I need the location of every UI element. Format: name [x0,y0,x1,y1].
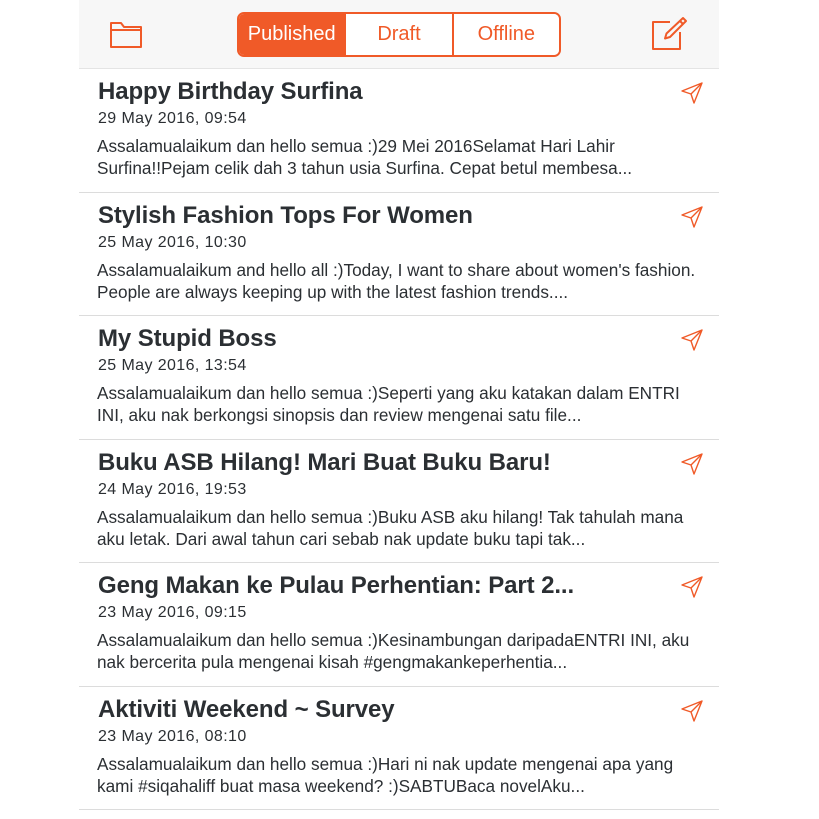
folder-button[interactable] [106,14,146,54]
post-date: 23 May 2016, 09:15 [98,604,247,621]
send-icon [681,453,703,475]
post-list [79,69,719,810]
post-excerpt: Assalamualaikum dan hello semua :)29 Mei 2016Selamat Hari Lahir Surfina!!Pejam celik dah 3 tahun usia Surfina. Cepat betul membesa... [97,136,633,178]
post-title: Aktiviti Weekend ~ Survey [98,695,395,723]
post-list-item[interactable] [79,563,719,687]
compose-icon [650,16,688,52]
post-title: My Stupid Boss [98,325,277,352]
status-segmented-control [237,12,561,57]
post-excerpt: Assalamualaikum dan hello semua :)Kesinambungan daripadaENTRI INI, aku nak bercerita pula mengenai kisah #gengmakankeperhentia... [97,630,690,672]
post-list-item[interactable] [79,687,719,811]
post-date: 25 May 2016, 13:54 [98,357,247,374]
send-icon [681,700,703,722]
send-button[interactable] [680,699,704,723]
post-excerpt: Assalamualaikum dan hello semua :)Hari ni nak update mengenai apa yang kami #siqahaliff buat masa weekend? :)SABTUBaca novelAku... [97,753,674,796]
send-icon [681,576,703,598]
post-excerpt: Assalamualaikum dan hello semua :)Buku ASB aku hilang! Tak tahulah mana aku letak. Dari awal tahun cari sebab nak update buku tapi tak... [97,506,684,549]
send-icon [681,329,703,351]
post-excerpt: Assalamualaikum and hello all :)Today, I want to share about women's fashion. People are always keeping up with the latest fashion trends.... [97,259,696,302]
send-button[interactable] [680,575,704,599]
post-date: 23 May 2016, 08:10 [98,727,247,745]
segment-draft[interactable]: Draft [344,14,451,55]
send-icon [681,206,703,228]
send-button[interactable] [680,205,704,229]
post-list-item[interactable] [79,69,719,193]
post-title: Happy Birthday Surfina [98,78,363,105]
segment-published[interactable]: Published [239,14,344,55]
post-list-item[interactable] [79,440,719,564]
compose-button[interactable] [649,14,689,54]
post-date: 24 May 2016, 19:53 [98,480,247,498]
send-button[interactable] [680,328,704,352]
post-list-item[interactable] [79,193,719,317]
post-title: Geng Makan ke Pulau Perhentian: Part 2... [98,572,575,599]
post-date: 25 May 2016, 10:30 [98,233,247,251]
send-button[interactable] [680,81,704,105]
post-list-item[interactable] [79,316,719,440]
post-excerpt: Assalamualaikum dan hello semua :)Seperti yang aku katakan dalam ENTRI INI, aku nak berkongsi sinopsis dan review mengenai satu file... [97,383,680,425]
navigation-bar [79,0,719,69]
post-title: Buku ASB Hilang! Mari Buat Buku Baru! [98,448,551,476]
post-date: 29 May 2016, 09:54 [98,110,247,127]
app-screen [79,0,719,819]
send-icon [681,82,703,104]
post-title: Stylish Fashion Tops For Women [98,201,473,229]
send-button[interactable] [680,452,704,476]
folder-icon [109,19,143,49]
segment-offline[interactable]: Offline [452,14,559,55]
